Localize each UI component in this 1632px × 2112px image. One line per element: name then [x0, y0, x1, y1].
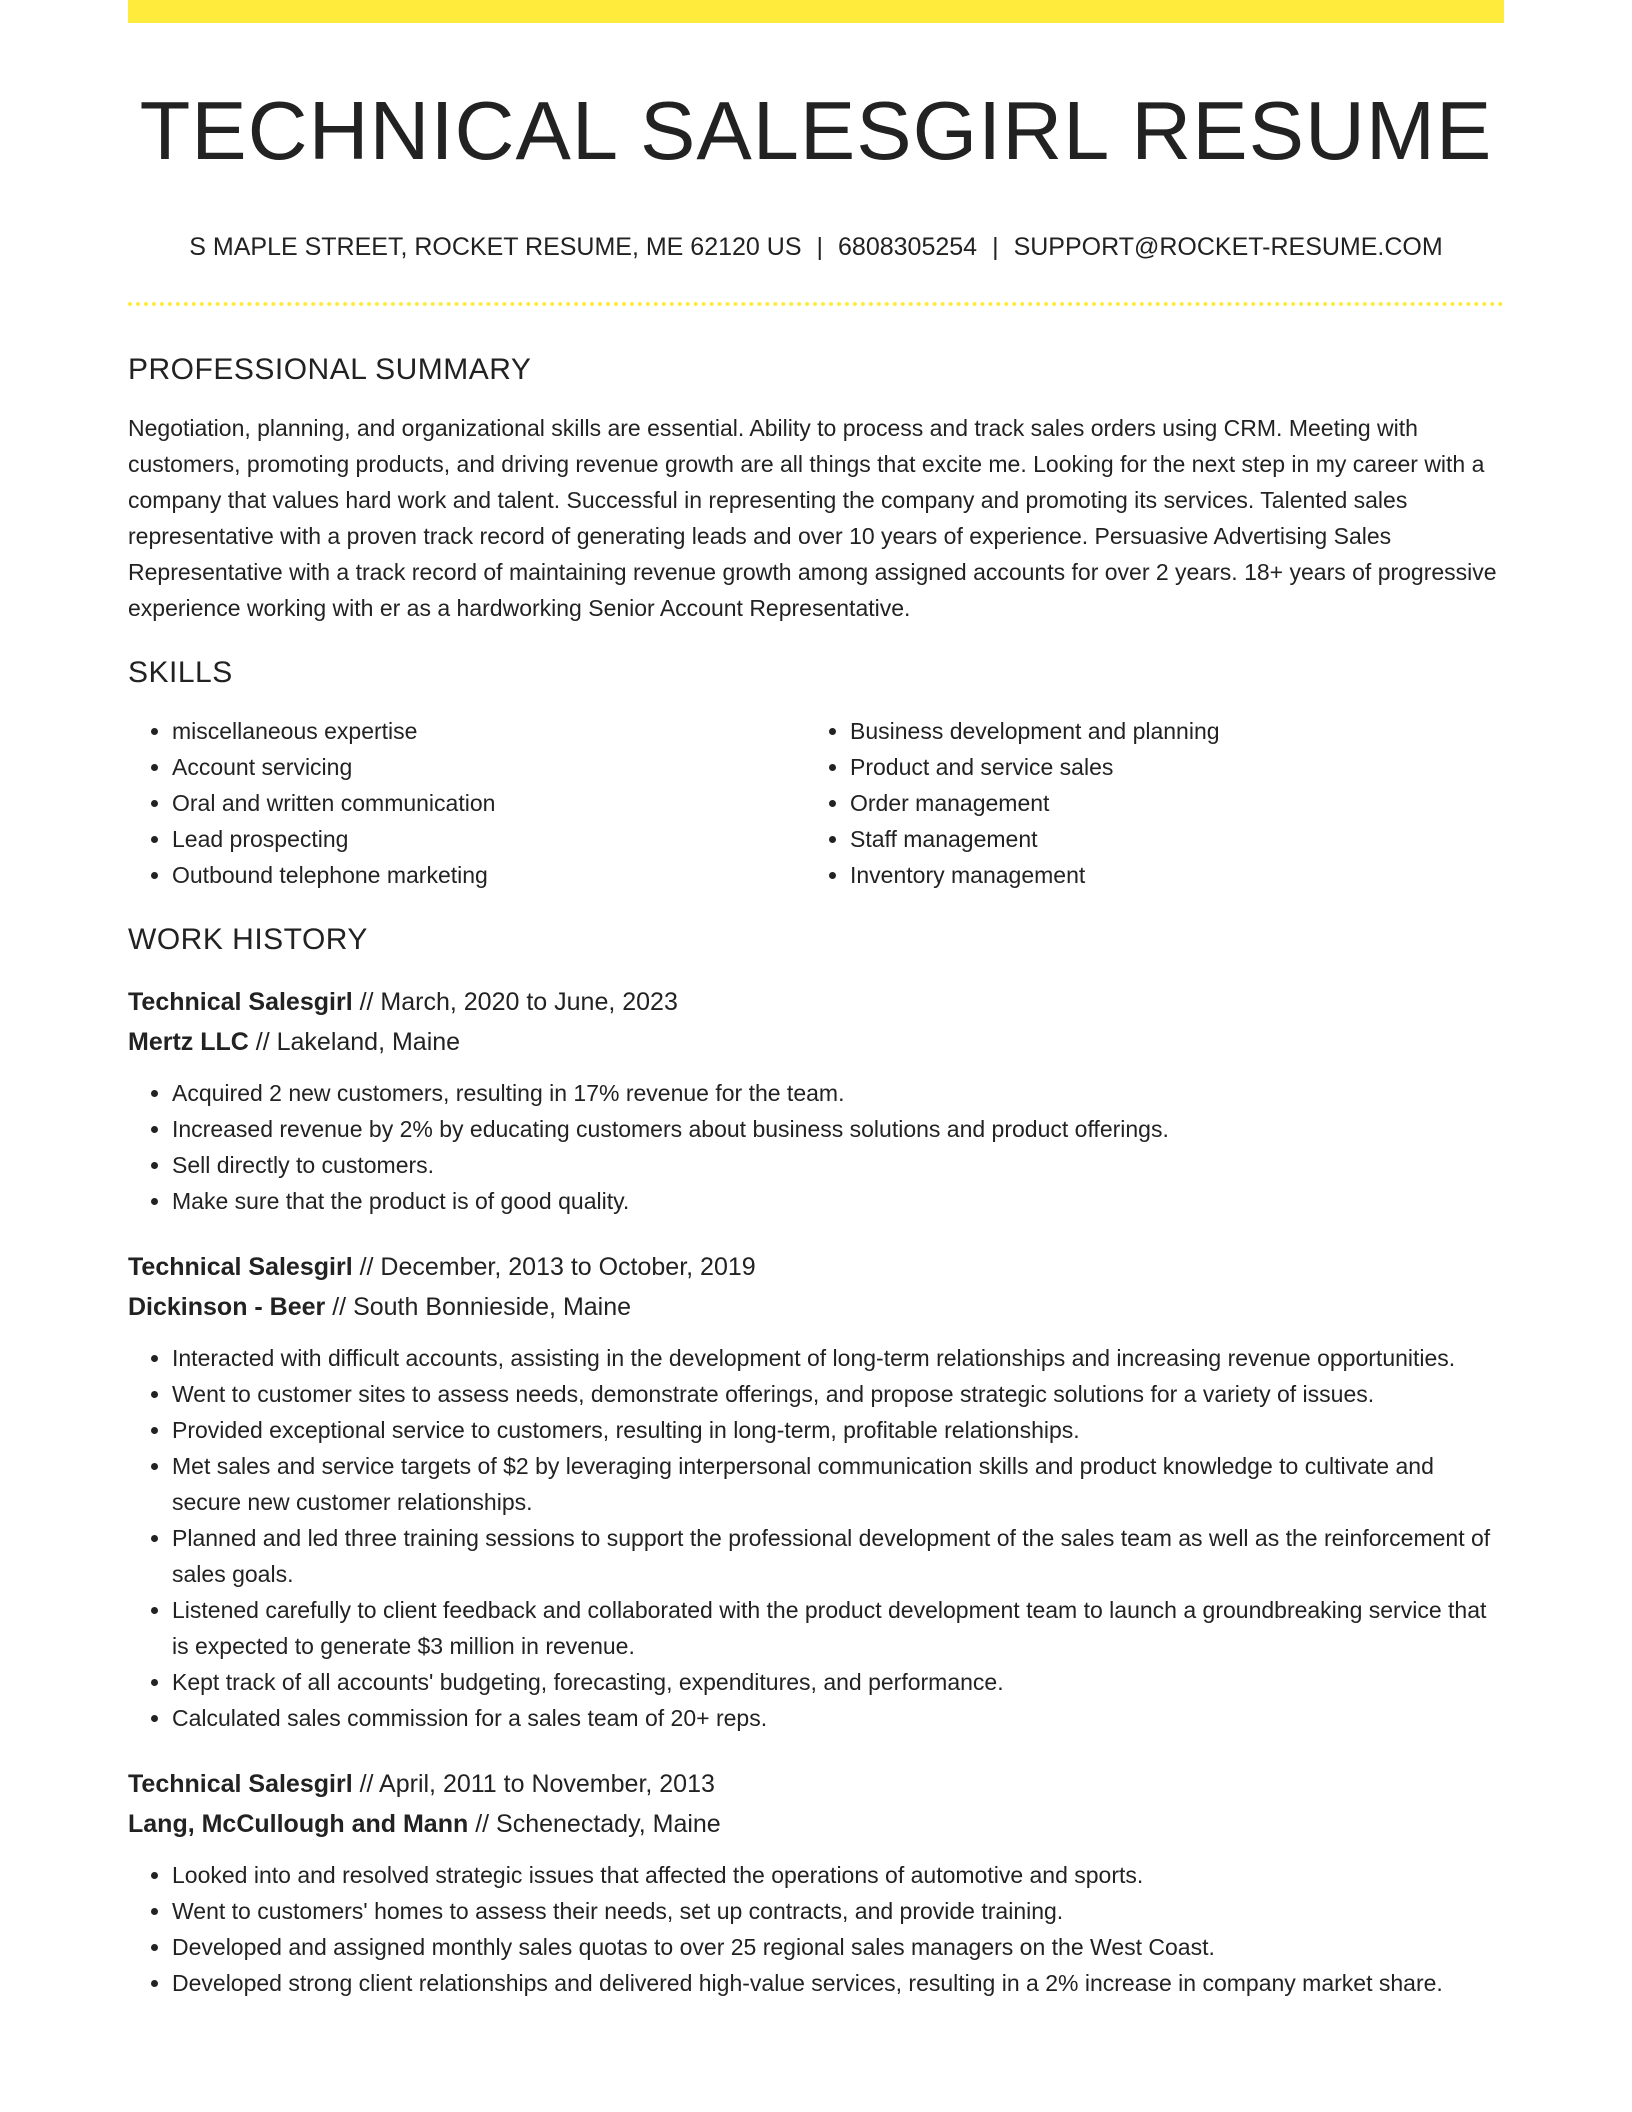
skill-item: • Product and service sales — [850, 749, 1484, 785]
job-entry — [128, 1247, 1504, 1736]
job-role-line — [128, 1764, 1504, 1804]
job-role: Technical Salesgirl — [128, 1769, 353, 1798]
skills-grid — [128, 713, 1504, 893]
job-bullet: • Planned and led three training sessions to support the professional development of the sales team as well as the reinforcement of sales goals. — [172, 1520, 1504, 1592]
job-bullets — [128, 1075, 1504, 1219]
skill-item: • Inventory management — [850, 857, 1484, 893]
skills-list-right — [806, 713, 1484, 893]
job-bullet: • Sell directly to customers. — [172, 1147, 1504, 1183]
job-bullet: • Looked into and resolved strategic issues that affected the operations of automotive and sports. — [172, 1857, 1504, 1893]
job-role: Technical Salesgirl — [128, 1252, 353, 1281]
skill-item: • miscellaneous expertise — [172, 713, 806, 749]
job-location: // South Bonnieside, Maine — [325, 1292, 632, 1321]
job-bullet: • Interacted with difficult accounts, assisting in the development of long-term relationships and increasing revenue opportunities. — [172, 1340, 1504, 1376]
phone: 6808305254 — [838, 233, 978, 262]
skill-item: • Account servicing — [172, 749, 806, 785]
contact-separator: | — [816, 233, 824, 262]
job-dates: // April, 2011 to November, 2013 — [352, 1769, 715, 1798]
job-bullets — [128, 1857, 1504, 2001]
job-entry — [128, 1764, 1504, 2001]
job-bullet: • Acquired 2 new customers, resulting in 17% revenue for the team. — [172, 1075, 1504, 1111]
job-entry — [128, 982, 1504, 1219]
job-role-line — [128, 982, 1504, 1022]
job-bullet: • Make sure that the product is of good quality. — [172, 1183, 1504, 1219]
summary-text: Negotiation, planning, and organizational skills are essential. Ability to process and track sales orders using CRM. Meeting with customers, promoting products, and driving revenue growth are all things that excite me. Looking for the next step in my career with a company that values hard work and talent. Successful in representing the company and promoting its services. Talented sales representative with a proven track record of generating leads and over 10 years of experience. Persuasive Advertising Sales Representative with a track record of maintaining revenue growth among assigned accounts for over 2 years. 18+ years of progressive experience working with er as a hardworking Senior Account Representative. — [128, 414, 1497, 621]
skill-item: • Staff management — [850, 821, 1484, 857]
skill-item: • Oral and written communication — [172, 785, 806, 821]
job-bullet: • Went to customer sites to assess needs, demonstrate offerings, and propose strategic solutions for a variety of issues. — [172, 1376, 1504, 1412]
skills-list-left — [128, 713, 806, 893]
contact-separator: | — [992, 233, 999, 262]
job-company-line — [128, 1287, 1504, 1327]
job-company-line — [128, 1022, 1504, 1062]
work-history-heading: WORK HISTORY — [128, 922, 368, 956]
job-bullet: • Went to customers' homes to assess their needs, set up contracts, and provide training. — [172, 1893, 1504, 1929]
contact-line — [128, 231, 1504, 264]
job-company: Dickinson - Beer — [128, 1292, 326, 1321]
job-bullet: • Listened carefully to client feedback and collaborated with the product development team to launch a groundbreaking service that is expected to generate $3 million in revenue. — [172, 1592, 1504, 1664]
skill-item: • Business development and planning — [850, 713, 1484, 749]
job-company: Mertz LLC — [128, 1027, 249, 1056]
skill-item: • Order management — [850, 785, 1484, 821]
email: SUPPORT@ROCKET-RESUME.COM — [1013, 233, 1443, 262]
resume-page — [128, 0, 1504, 2001]
job-bullets — [128, 1340, 1504, 1736]
skills-heading: SKILLS — [128, 655, 233, 689]
job-company: Lang, McCullough and Mann — [128, 1809, 469, 1838]
job-role: Technical Salesgirl — [128, 987, 353, 1016]
job-bullet: • Kept track of all accounts' budgeting, forecasting, expenditures, and performance. — [172, 1664, 1504, 1700]
job-bullet: • Met sales and service targets of $2 by leveraging interpersonal communication skills and product knowledge to cultivate and secure new customer relationships. — [172, 1448, 1504, 1520]
job-location: // Schenectady, Maine — [468, 1809, 721, 1838]
resume-title: TECHNICAL SALESGIRL RESUME — [139, 84, 1493, 177]
skill-item: • Outbound telephone marketing — [172, 857, 806, 893]
job-company-line — [128, 1804, 1504, 1844]
job-dates: // March, 2020 to June, 2023 — [352, 987, 678, 1016]
job-bullet: • Provided exceptional service to customers, resulting in long-term, profitable relationships. — [172, 1412, 1504, 1448]
job-dates: // December, 2013 to October, 2019 — [352, 1252, 756, 1281]
skill-item: • Lead prospecting — [172, 821, 806, 857]
address: S MAPLE STREET, ROCKET RESUME, ME 62120 US — [189, 233, 802, 262]
job-location: // Lakeland, Maine — [248, 1027, 461, 1056]
job-bullet: • Increased revenue by 2% by educating customers about business solutions and product offerings. — [172, 1111, 1504, 1147]
job-bullet: • Calculated sales commission for a sales team of 20+ reps. — [172, 1700, 1504, 1736]
accent-bar — [128, 0, 1504, 23]
job-role-line — [128, 1247, 1504, 1287]
summary-heading: PROFESSIONAL SUMMARY — [128, 352, 532, 386]
job-bullet: • Developed and assigned monthly sales quotas to over 25 regional sales managers on the West Coast. — [172, 1929, 1504, 1965]
job-bullet: • Developed strong client relationships and delivered high-value services, resulting in a 2% increase in company market share. — [172, 1965, 1504, 2001]
divider — [128, 302, 1504, 306]
